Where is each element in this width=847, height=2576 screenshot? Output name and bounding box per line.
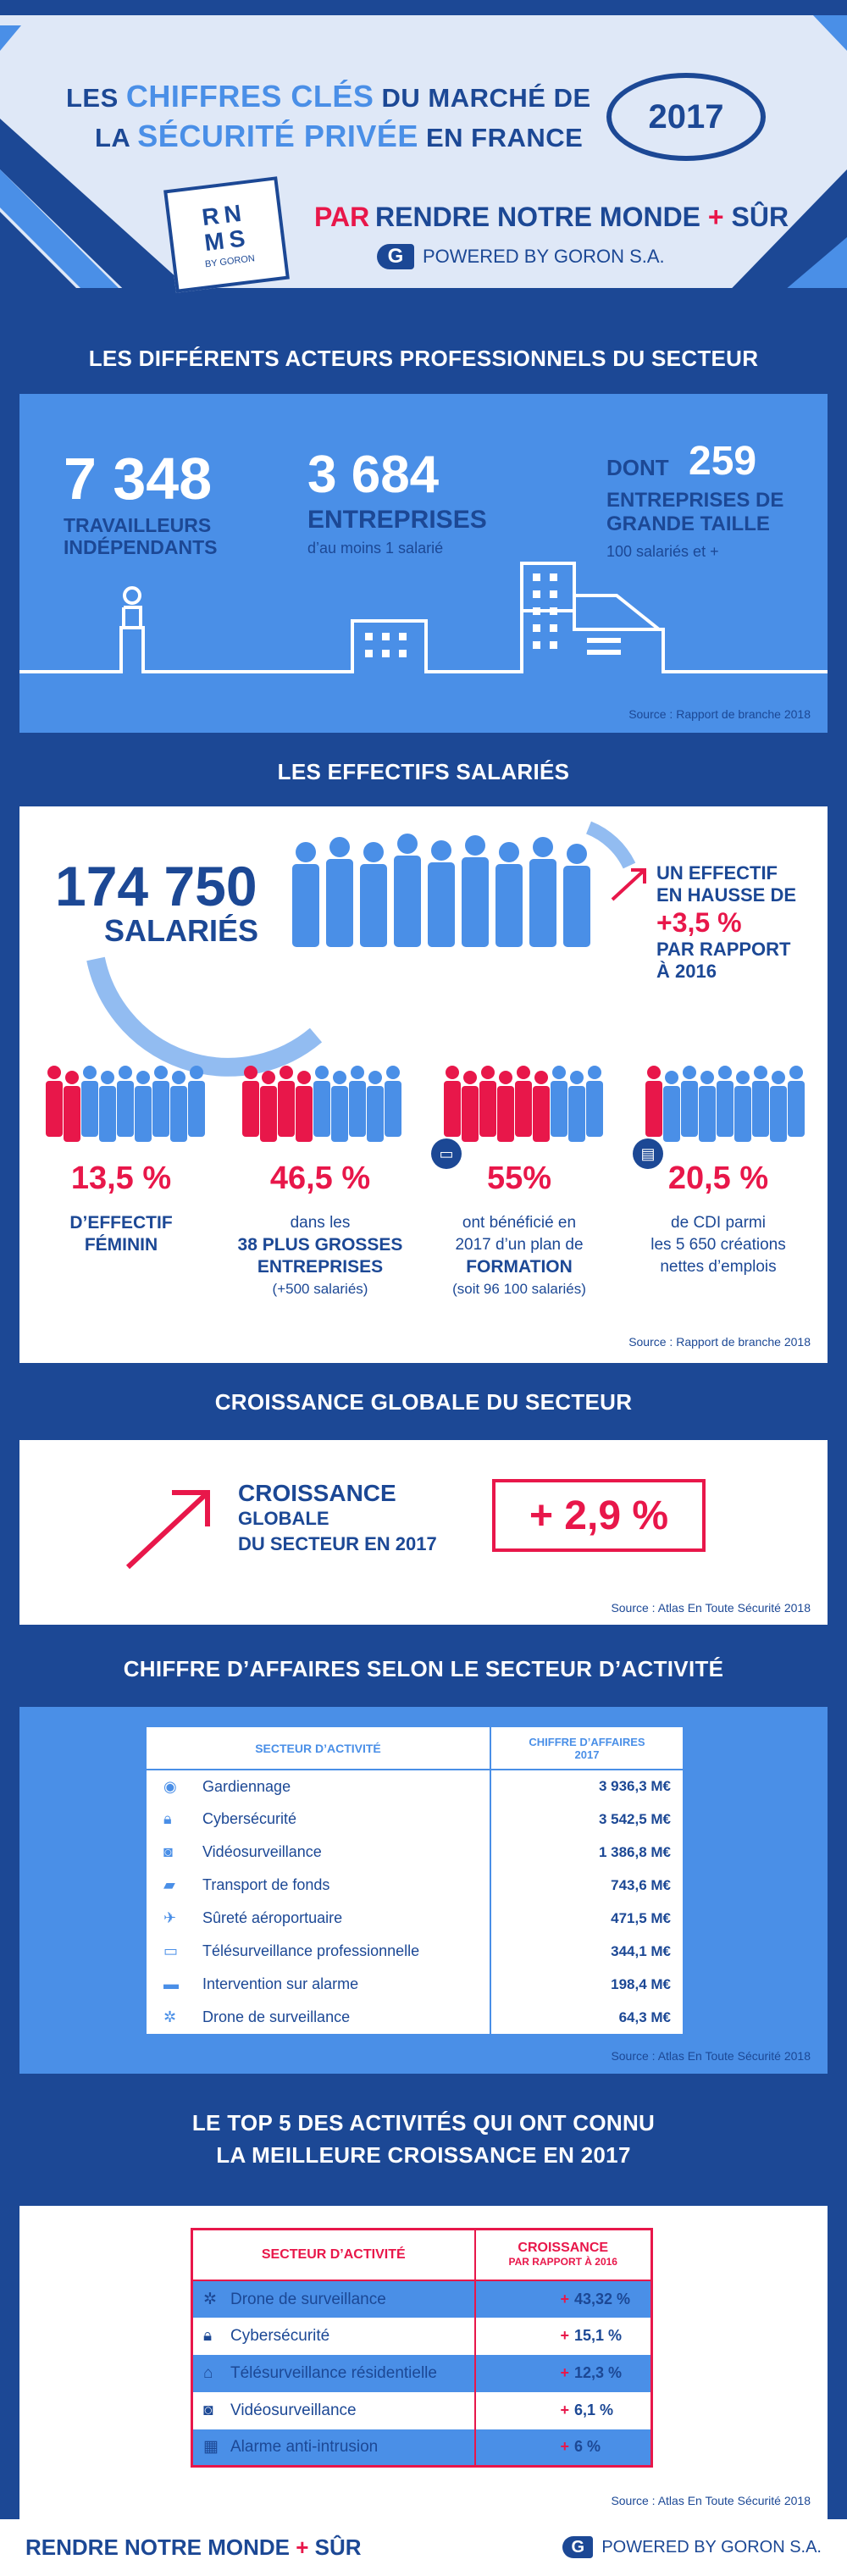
table-row <box>192 2429 652 2467</box>
section2-source: Source : Rapport de branche 2018 <box>628 1335 811 1349</box>
stat-large-sub: 100 salariés et + <box>606 543 719 560</box>
footer-powered-by <box>562 2536 822 2558</box>
person-icon <box>367 1071 384 1142</box>
drone-icon: ✲ <box>163 2008 177 2025</box>
sector-label: Alarme anti-intrusion <box>230 2438 379 2457</box>
stat-large-label: ENTREPRISES DE GRANDE TAILLE <box>606 489 784 535</box>
stat-large-companies: 46,5 % dans les 38 PLUS GROSSES ENTREPRISES (+500 salariés) <box>237 1161 403 1297</box>
logo-line1: RN <box>200 199 248 231</box>
section3-panel <box>19 1440 828 1625</box>
person-icon <box>278 1066 295 1137</box>
par-label: PAR <box>314 202 370 232</box>
stat-large-value: 259 <box>689 439 757 484</box>
revenue-value: 3 542,5 M€ <box>598 1810 671 1827</box>
stat-companies-sub: d’au moins 1 salarié <box>307 540 444 557</box>
sector-label: Vidéosurveillance <box>202 1843 322 1860</box>
plus-sign: + <box>560 2438 570 2456</box>
col-sector: SECTEUR D’ACTIVITÉ <box>192 2230 475 2280</box>
growth-value: 6 % <box>574 2438 601 2456</box>
sector-label: Cybersécurité <box>230 2326 330 2345</box>
person-icon <box>752 1066 769 1137</box>
section5-title: LE TOP 5 DES ACTIVITÉS QUI ONT CONNU LA MEILLEURE CROISSANCE EN 2017 <box>191 2110 656 2168</box>
table-row <box>147 1869 683 1902</box>
section5-source: Source : Atlas En Toute Sécurité 2018 <box>611 2494 811 2507</box>
revenue-table <box>147 1727 683 2034</box>
growth-value: 43,32 % <box>574 2290 631 2307</box>
person-icon <box>260 1071 277 1142</box>
stat-training: 55% ont bénéficié en 2017 d’un plan de FORMATION (soit 96 100 salariés) <box>452 1161 586 1297</box>
revenue-value: 3 936,3 M€ <box>598 1778 671 1794</box>
header <box>0 0 847 309</box>
camera-icon: ◙ <box>163 1843 173 1860</box>
person-icon <box>551 1066 567 1137</box>
table-row <box>192 2280 652 2318</box>
person-icon <box>681 1066 698 1137</box>
section4-panel <box>19 1707 828 2074</box>
header-title-line2: LA SÉCURITÉ PRIVÉE EN FRANCE <box>95 119 584 153</box>
person-icon <box>444 1066 461 1137</box>
person-icon <box>385 1066 401 1137</box>
house-icon: ⌂ <box>203 2363 213 2382</box>
section2-title: LES EFFECTIFS SALARIÉS <box>277 759 570 784</box>
person-icon <box>242 1066 259 1137</box>
logo-sub: BY GORON <box>204 253 256 270</box>
sector-label: Télésurveillance résidentielle <box>230 2363 437 2382</box>
lock-icon: 🔒︎ <box>163 1810 172 1827</box>
powered-by <box>377 244 665 269</box>
camera-icon: ◙ <box>203 2401 213 2419</box>
table-row <box>147 1770 683 1803</box>
stat-large-pre: DONT <box>606 455 669 480</box>
footer-brand: RENDRE NOTRE MONDE + SÛR <box>25 2534 362 2560</box>
person-icon <box>515 1066 532 1137</box>
table-row <box>192 2355 652 2392</box>
global-growth-value: + 2,9 % <box>492 1479 706 1552</box>
table-row <box>192 2318 652 2355</box>
global-growth-label: CROISSANCE GLOBALE DU SECTEUR EN 2017 <box>238 1480 437 1554</box>
city-skyline-illustration <box>19 540 828 717</box>
section4-source: Source : Atlas En Toute Sécurité 2018 <box>611 2049 811 2063</box>
revenue-value: 471,5 M€ <box>611 1909 671 1926</box>
rnms-logo <box>163 176 290 293</box>
section3-title: CROISSANCE GLOBALE DU SECTEUR <box>214 1389 633 1415</box>
section1-panel <box>19 394 828 733</box>
section3-source: Source : Atlas En Toute Sécurité 2018 <box>611 1601 811 1615</box>
person-icon <box>734 1071 751 1142</box>
col-sector: SECTEUR D’ACTIVITÉ <box>147 1727 490 1770</box>
person-icon <box>497 1071 514 1142</box>
stat-independents-value: 7 348 <box>64 446 213 512</box>
person-icon <box>645 1066 662 1137</box>
person-icon <box>46 1066 63 1137</box>
person-icon <box>586 1066 603 1137</box>
section4-title: CHIFFRE D’AFFAIRES SELON LE SECTEUR D’ACTIVITÉ <box>123 1656 724 1681</box>
sector-label: Gardiennage <box>202 1777 291 1795</box>
eye-icon: ◉ <box>163 1777 177 1795</box>
stat-companies-label: ENTREPRISES <box>307 506 487 534</box>
table-row <box>147 1836 683 1869</box>
truck-icon: ▰ <box>163 1876 175 1893</box>
sector-label: Drone de surveillance <box>230 2290 386 2308</box>
table-row <box>147 1935 683 1968</box>
header-title-line1: LES CHIFFRES CLÉS DU MARCHÉ DE <box>66 79 591 114</box>
revenue-value: 198,4 M€ <box>611 1975 671 1992</box>
sector-label: Intervention sur alarme <box>202 1975 359 1992</box>
person-icon <box>770 1071 787 1142</box>
growth-arrow-icon <box>121 1482 223 1576</box>
revenue-value: 743,6 M€ <box>611 1876 671 1893</box>
section5-panel <box>19 2206 828 2519</box>
person-icon <box>117 1066 134 1137</box>
table-row <box>192 2392 652 2429</box>
person-icon <box>188 1066 205 1137</box>
person-icon <box>349 1066 366 1137</box>
growth-table <box>191 2228 653 2468</box>
person-icon <box>81 1066 98 1137</box>
col-revenue: CHIFFRE D’AFFAIRES 2017 <box>490 1727 683 1770</box>
person-icon <box>663 1071 680 1142</box>
total-employees-label: SALARIÉS <box>104 913 259 948</box>
person-icon <box>479 1066 496 1137</box>
goron-logo-icon: G <box>377 244 414 269</box>
person-icon <box>699 1071 716 1142</box>
person-icon <box>462 1071 479 1142</box>
person-icon <box>152 1066 169 1137</box>
table-row <box>147 1968 683 2001</box>
group-icons <box>19 1065 828 1158</box>
alarm-icon: ▦ <box>203 2438 219 2457</box>
book-icon: ▭ <box>431 1138 462 1169</box>
growth-value: 12,3 % <box>574 2364 623 2381</box>
logo-line2: MS <box>202 224 252 257</box>
person-icon <box>533 1071 550 1142</box>
stat-companies-value: 3 684 <box>307 446 440 504</box>
plane-icon: ✈ <box>163 1909 177 1926</box>
revenue-value: 1 386,8 M€ <box>598 1843 671 1860</box>
sector-label: Télésurveillance professionnelle <box>202 1942 420 1959</box>
person-icon <box>99 1071 116 1142</box>
briefcase-icon: ▤ <box>633 1138 663 1169</box>
plus-sign: + <box>560 2401 570 2418</box>
powered-label: POWERED BY GORON S.A. <box>423 246 665 267</box>
growth-text: UN EFFECTIF EN HAUSSE DE +3,5 % PAR RAPPORT À 2016 <box>656 862 797 982</box>
person-icon <box>788 1066 805 1137</box>
person-icon <box>568 1071 585 1142</box>
person-icon <box>717 1066 734 1137</box>
person-icon <box>64 1071 80 1142</box>
stat-women: 13,5 % D’EFFECTIF FÉMININ <box>69 1161 173 1255</box>
growth-value: 6,1 % <box>574 2401 614 2418</box>
sector-label: Cybersécurité <box>202 1810 297 1827</box>
sector-label: Drone de surveillance <box>202 2008 351 2025</box>
growth-value: 15,1 % <box>574 2327 623 2344</box>
col-growth: CROISSANCE PAR RAPPORT À 2016 <box>475 2230 652 2280</box>
sector-label: Sûreté aéroportuaire <box>202 1909 343 1926</box>
stat-independents-label: TRAVAILLEURS INDÉPENDANTS <box>64 514 218 558</box>
table-row <box>147 1902 683 1935</box>
brand-name: RENDRE NOTRE MONDE + SÛR <box>375 202 789 232</box>
drone-icon: ✲ <box>203 2290 217 2308</box>
person-icon <box>331 1071 348 1142</box>
plus-sign: + <box>560 2327 570 2344</box>
plus-sign: + <box>560 2364 570 2381</box>
table-row <box>147 2001 683 2034</box>
lock-icon: 🔒︎ <box>203 2326 213 2345</box>
monitor-icon: ▭ <box>163 1942 179 1959</box>
person-icon <box>170 1071 187 1142</box>
person-icon <box>135 1071 152 1142</box>
footer-powered-label: POWERED BY GORON S.A. <box>601 2537 822 2557</box>
section1-source: Source : Rapport de branche 2018 <box>628 707 811 721</box>
sector-label: Vidéosurveillance <box>230 2401 357 2419</box>
plus-sign: + <box>560 2290 570 2307</box>
footer <box>0 2519 847 2576</box>
section2-panel <box>19 806 828 1363</box>
table-row <box>147 1803 683 1836</box>
person-icon <box>296 1071 313 1142</box>
revenue-value: 344,1 M€ <box>611 1942 671 1959</box>
total-employees-value: 174 750 <box>55 855 257 917</box>
year-badge: 2017 <box>606 73 766 161</box>
person-icon <box>313 1066 330 1137</box>
section1-title: LES DIFFÉRENTS ACTEURS PROFESSIONNELS DU SECTEUR <box>88 346 759 371</box>
revenue-value: 64,3 M€ <box>618 2008 671 2025</box>
goron-logo-icon: G <box>562 2536 593 2558</box>
sector-label: Transport de fonds <box>202 1876 330 1893</box>
stat-cdi: 20,5 % de CDI parmi les 5 650 créations nettes d’emplois <box>650 1161 786 1276</box>
car-icon: ▬ <box>163 1975 179 1992</box>
